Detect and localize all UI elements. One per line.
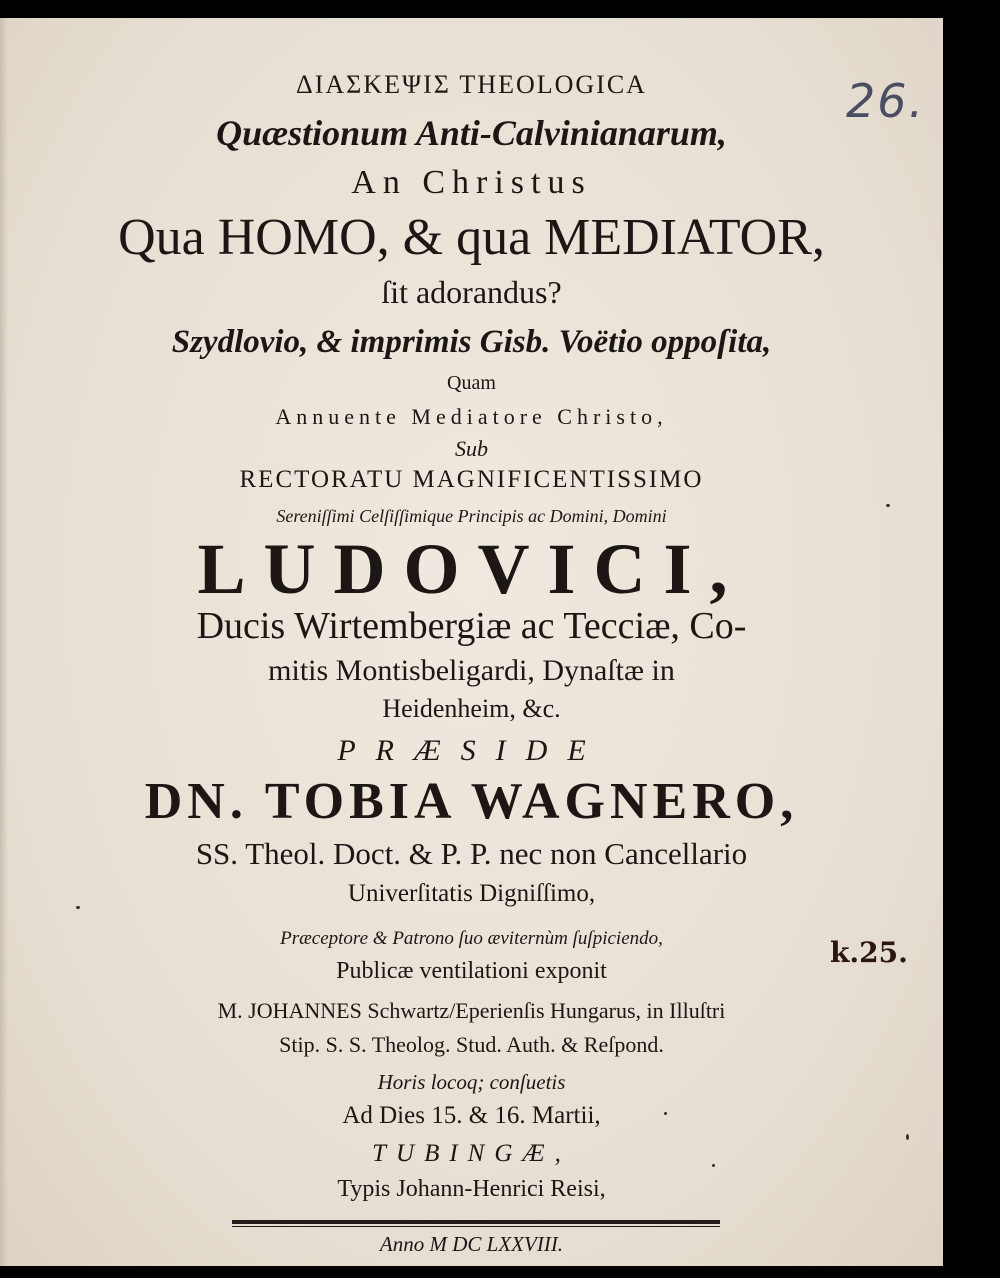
title-page	[0, 18, 943, 1266]
heading-tobia-wagnero: DN. TOBIA WAGNERO,	[144, 773, 799, 830]
text-sub: Sub	[455, 436, 488, 461]
text-quam: Quam	[447, 372, 496, 394]
text-ducis-wirtembergiae: Ducis Wirtembergiæ ac Tecciæ, Co-	[196, 605, 747, 647]
text-publicae-ventilationi: Publicæ ventilationi exponit	[336, 958, 607, 984]
text-heidenheim: Heidenheim, &c.	[382, 694, 561, 723]
heading-greek-theologica: ΔΙΑΣΚΕΨΙΣ THEOLOGICA	[296, 70, 647, 99]
imprint-rule	[232, 1220, 720, 1224]
ink-speck	[76, 906, 80, 909]
text-tubingae: TUBINGÆ,	[372, 1140, 571, 1167]
text-praeceptore: Præceptore & Patrono ſuo æviternùm ſuſpiciendo,	[280, 928, 663, 949]
text-rectoratu: RECTORATU MAGNIFICENTISSIMO	[239, 466, 704, 493]
ink-speck	[664, 1112, 667, 1115]
ink-speck	[712, 1164, 715, 1167]
heading-qua-homo-mediator: Qua HOMO, & qua MEDIATOR,	[118, 209, 825, 266]
text-stip-theolog: Stip. S. S. Theolog. Stud. Auth. & Reſpond.	[279, 1032, 664, 1057]
heading-szydlovio: Szydlovio, & imprimis Gisb. Voëtio oppoſita,	[171, 324, 772, 360]
imprint-rule-thin	[232, 1226, 720, 1227]
text-montisbeligardi: mitis Montisbeligardi, Dynaſtæ in	[268, 654, 675, 687]
text-ad-dies: Ad Dies 15. & 16. Martii,	[342, 1102, 601, 1129]
text-ss-theol-doct: SS. Theol. Doct. & P. P. nec non Cancellario	[195, 836, 748, 871]
pencil-shelf-number: 26.	[846, 74, 926, 128]
text-praeside: PRÆSIDE	[337, 734, 606, 767]
text-johannes-schwartz: M. JOHANNES Schwartz/Eperienſis Hungarus, in Illuſtri	[217, 998, 726, 1023]
ink-speck	[906, 1134, 909, 1140]
text-serenissimi: Sereniſſimi Celſiſſimique Principis ac Domini, Domini	[276, 506, 667, 526]
text-typis-reisi: Typis Johann-Henrici Reisi,	[337, 1176, 606, 1202]
text-universitatis: Univerſitatis Digniſſimo,	[347, 880, 596, 907]
ink-speck	[886, 504, 890, 507]
ink-shelf-mark: k.25.	[830, 936, 908, 969]
heading-sit-adorandus: ſit adorandus?	[381, 274, 562, 310]
heading-an-christus: An Christus	[351, 164, 592, 201]
heading-ludovici: LUDOVICI,	[197, 529, 746, 609]
text-annuente-mediatore: Annuente Mediatore Christo,	[275, 404, 668, 429]
heading-quaestionum: Quæstionum Anti-Calvinianarum,	[216, 113, 727, 153]
text-horis-locoque: Horis locoq; conſuetis	[377, 1070, 566, 1094]
text-anno: Anno M DC LXXVIII.	[379, 1232, 564, 1256]
